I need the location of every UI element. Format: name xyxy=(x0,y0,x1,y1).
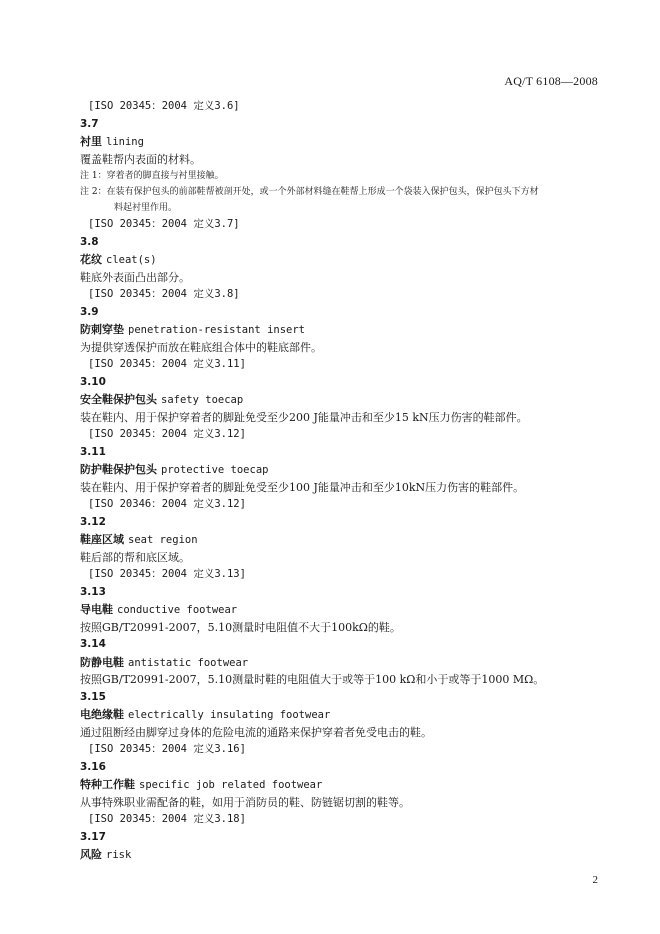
reference-citation: [ISO 20345：2004 定义3.7] xyxy=(88,218,240,230)
reference-citation: [ISO 20345：2004 定义3.13] xyxy=(88,568,246,580)
reference-citation: [ISO 20345：2004 定义3.11] xyxy=(88,358,246,370)
reference-citation: [ISO 20345：2004 定义3.16] xyxy=(88,743,246,755)
clause-number: 3.17 xyxy=(80,830,106,843)
reference-citation: [ISO 20345：2004 定义3.12] xyxy=(88,428,246,440)
term-chinese: 防刺穿垫 xyxy=(80,323,124,336)
term-english: penetration-resistant insert xyxy=(128,324,306,336)
page-number: 2 xyxy=(592,874,598,886)
term-chinese: 特种工作鞋 xyxy=(80,778,135,791)
clause-number: 3.12 xyxy=(80,515,106,528)
term-heading xyxy=(80,654,600,672)
term-heading xyxy=(80,776,600,794)
definition-text: 按照GB/T20991-2007，5.10测量时电阻值不大于100kΩ的鞋。 xyxy=(80,620,401,634)
term-heading xyxy=(80,391,600,409)
term-heading xyxy=(80,321,600,339)
term-chinese: 防护鞋保护包头 xyxy=(80,463,157,476)
note-continuation: 料起衬里作用。 xyxy=(114,203,178,213)
term-heading xyxy=(80,601,600,619)
term-chinese: 安全鞋保护包头 xyxy=(80,393,157,406)
clause-number: 3.15 xyxy=(80,690,106,703)
definition-text: 鞋底外表面凸出部分。 xyxy=(80,270,190,284)
reference-citation: [ISO 20346：2004 定义3.12] xyxy=(88,498,246,510)
term-english: electrically insulating footwear xyxy=(128,709,331,721)
definition-text: 装在鞋内、用于保护穿着者的脚趾免受至少100 J能量冲击和至少10kN压力伤害的鞋部件。 xyxy=(80,480,525,494)
reference-citation: [ISO 20345：2004 定义3.18] xyxy=(88,813,246,825)
document-body xyxy=(80,98,600,864)
clause-number: 3.7 xyxy=(80,117,99,130)
reference-citation: [ISO 20345：2004 定义3.6] xyxy=(88,100,240,112)
term-english: lining xyxy=(106,136,144,148)
note-text: 注 1：穿着者的脚直接与衬里接触。 xyxy=(80,171,224,181)
note-text: 注 2：在装有保护包头的前部鞋帮被剖开处，或一个外部材料缝在鞋帮上形成一个袋装入保护包头，保护包头下方材 xyxy=(80,187,539,197)
term-heading xyxy=(80,706,600,724)
definition-text: 从事特殊职业需配备的鞋，如用于消防员的鞋、防链锯切割的鞋等。 xyxy=(80,795,410,809)
standard-code: AQ/T 6108—2008 xyxy=(504,74,598,88)
clause-number: 3.8 xyxy=(80,235,99,248)
term-heading xyxy=(80,531,600,549)
term-english: antistatic footwear xyxy=(128,656,249,669)
term-heading xyxy=(80,133,600,151)
term-chinese: 电绝缘鞋 xyxy=(80,708,124,721)
clause-number: 3.13 xyxy=(80,585,106,598)
definition-text: 按照GB/T20991-2007，5.10测量时鞋的电阻值大于或等于100 kΩ和小于或等于1000 MΩ。 xyxy=(80,673,545,686)
term-chinese: 防静电鞋 xyxy=(80,655,124,669)
clause-number: 3.14 xyxy=(80,638,106,650)
term-heading xyxy=(80,461,600,479)
clause-number: 3.10 xyxy=(80,375,106,388)
definition-text: 装在鞋内、用于保护穿着者的脚趾免受至少200 J能量冲击和至少15 kN压力伤害的鞋部件。 xyxy=(80,410,528,424)
term-english: protective toecap xyxy=(161,464,269,476)
term-english: risk xyxy=(106,849,132,861)
term-chinese: 衬里 xyxy=(80,135,102,148)
term-english: specific job related footwear xyxy=(139,779,323,791)
definition-text: 鞋后部的帮和底区域。 xyxy=(80,550,190,564)
clause-number: 3.11 xyxy=(80,445,106,458)
term-english: conductive footwear xyxy=(117,604,238,616)
term-chinese: 风险 xyxy=(80,848,102,861)
clause-number: 3.9 xyxy=(80,305,99,318)
definition-text: 通过阻断经由脚穿过身体的危险电流的通路来保护穿着者免受电击的鞋。 xyxy=(80,725,432,739)
term-english: seat region xyxy=(128,534,198,546)
reference-citation: [ISO 20345：2004 定义3.8] xyxy=(88,288,240,300)
term-english: safety toecap xyxy=(161,394,244,406)
term-chinese: 鞋座区域 xyxy=(80,533,124,546)
term-chinese: 花纹 xyxy=(80,253,102,266)
term-chinese: 导电鞋 xyxy=(80,603,113,616)
definition-text: 为提供穿透保护而放在鞋底组合体中的鞋底部件。 xyxy=(80,340,322,354)
term-heading xyxy=(80,846,600,864)
definition-text: 覆盖鞋帮内表面的材料。 xyxy=(80,152,201,166)
term-heading xyxy=(80,251,600,269)
clause-number: 3.16 xyxy=(80,760,106,773)
term-english: cleat(s) xyxy=(106,254,157,266)
